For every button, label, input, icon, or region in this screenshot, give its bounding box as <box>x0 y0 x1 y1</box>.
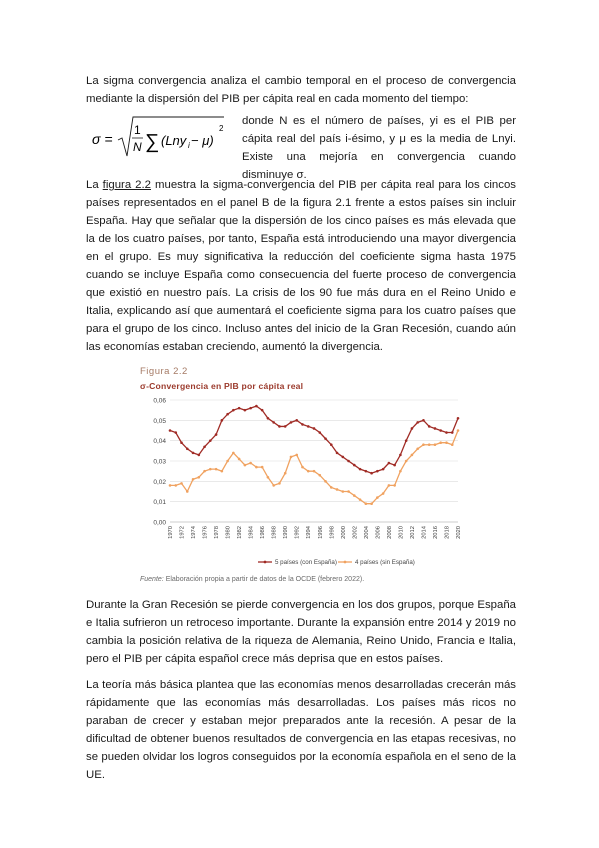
x-tick-label: 1986 <box>260 526 267 539</box>
series-point-1 <box>192 478 195 481</box>
series-point-0 <box>290 421 293 424</box>
x-tick-label: 1980 <box>225 526 232 539</box>
series-point-0 <box>226 413 229 416</box>
series-point-1 <box>451 443 454 446</box>
x-tick-label: 2020 <box>456 526 462 539</box>
series-point-1 <box>365 502 368 505</box>
source-text: Elaboración propia a partir de datos de la OCDE (febrero 2022). <box>163 576 365 583</box>
p2-post: muestra la sigma-convergencia del PIB per cápita real para los cincos países representados en el panel B de la figura 2.1 frente a estos países sin incluir España. Hay que señalar que la dispersión de los cinco países es más elevada que la de los cuatro países, por tanto, España está introduciendo una mayor divergencia en el grupo. Es muy significativa la reducción del coeficiente sigma hasta 1975 cuando se incluye España como consecuencia del fuerte proceso de convergencia que existió en nuestro país. La crisis de los 90 fue más dura en el Reino Unido e Italia, explicando así que aumentará el coeficiente sigma para los cuatro países que para el grupo de los cinco. Incluso antes del inicio de la Gran Recesión, cuando aún las economías estaban creciendo, aumentó la divergencia. <box>86 179 516 353</box>
series-point-1 <box>307 470 310 473</box>
figure-label: Figura 2.2 <box>140 366 188 377</box>
source-prefix: Fuente: <box>140 576 164 583</box>
series-point-0 <box>439 429 442 432</box>
formula-sum: ∑ <box>145 131 160 153</box>
series-point-1 <box>203 470 206 473</box>
series-point-1 <box>295 454 298 457</box>
series-point-1 <box>209 468 212 471</box>
series-point-0 <box>359 468 362 471</box>
y-tick-label: 0,02 <box>153 478 166 486</box>
series-point-0 <box>244 409 247 412</box>
series-point-1 <box>174 484 177 487</box>
series-point-0 <box>411 427 414 430</box>
series-point-0 <box>267 417 270 420</box>
series-point-0 <box>347 460 350 463</box>
series-line-0 <box>170 406 458 473</box>
series-point-1 <box>347 490 350 493</box>
series-point-0 <box>272 421 275 424</box>
x-tick-label: 1996 <box>317 526 324 539</box>
series-point-0 <box>353 464 356 467</box>
x-tick-label: 1982 <box>237 526 244 539</box>
p2-pre: La <box>86 179 103 191</box>
series-point-0 <box>307 425 310 428</box>
series-point-1 <box>215 468 218 471</box>
series-point-1 <box>422 443 425 446</box>
series-point-1 <box>359 498 362 501</box>
series-point-0 <box>180 441 183 444</box>
paragraph-theory: La teoría más básica plantea que las economías menos desarrolladas crecerán más rápidamente que las economías más desarrolladas. Los países más ricos no paraban de crecer y estaban mejor preparados ante la recesión. A pesar de la dificultad de obtener buenos resultados de convergencia en las etapas recesivas, no se pueden olvidar los logros conseguidos por la economía española en el seno de la UE. <box>86 679 516 781</box>
series-point-1 <box>313 470 316 473</box>
series-point-0 <box>209 439 212 442</box>
series-point-0 <box>324 437 327 440</box>
series-point-0 <box>174 431 177 434</box>
formula-tail: − μ) <box>191 133 214 148</box>
series-point-0 <box>318 431 321 434</box>
series-point-1 <box>445 441 448 444</box>
series-point-0 <box>261 409 264 412</box>
series-point-0 <box>388 462 391 465</box>
x-tick-label: 1998 <box>329 526 336 539</box>
paragraph-figure-discussion <box>86 176 516 356</box>
sigma-convergence-chart <box>138 390 468 590</box>
series-point-1 <box>221 470 224 473</box>
y-tick-label: 0,00 <box>153 519 166 527</box>
series-point-0 <box>445 431 448 434</box>
series-point-1 <box>238 458 241 461</box>
series-point-0 <box>313 427 316 430</box>
series-point-1 <box>284 472 287 475</box>
series-point-0 <box>457 417 460 420</box>
x-tick-label: 1970 <box>168 526 174 539</box>
series-point-1 <box>399 470 402 473</box>
x-tick-label: 1978 <box>214 526 221 539</box>
series-point-0 <box>169 429 172 432</box>
series-point-0 <box>422 419 425 422</box>
x-tick-label: 2012 <box>409 526 416 539</box>
formula-block <box>86 112 516 181</box>
paragraph-intro: La sigma convergencia analiza el cambio temporal en el proceso de convergencia mediante la dispersión del PIB per cápita real en cada momento del tiempo: <box>86 75 516 105</box>
series-point-1 <box>330 486 333 489</box>
series-point-1 <box>457 429 460 432</box>
series-point-1 <box>353 494 356 497</box>
series-point-1 <box>232 452 235 455</box>
document-page <box>86 72 516 784</box>
series-point-1 <box>169 484 172 487</box>
y-tick-label: 0,03 <box>153 458 166 466</box>
x-tick-label: 2006 <box>375 526 382 539</box>
series-point-0 <box>434 427 437 430</box>
series-point-1 <box>249 462 252 465</box>
x-tick-label: 2018 <box>444 526 451 539</box>
series-point-1 <box>439 441 442 444</box>
series-point-1 <box>272 484 275 487</box>
x-tick-label: 1976 <box>202 526 209 539</box>
series-point-1 <box>428 443 431 446</box>
series-point-1 <box>342 490 345 493</box>
formula-lhs: σ = <box>92 131 113 147</box>
series-point-1 <box>318 474 321 477</box>
series-point-1 <box>226 460 229 463</box>
y-tick-label: 0,04 <box>153 438 166 446</box>
figure-link[interactable]: figura 2.2 <box>102 179 151 191</box>
series-point-0 <box>284 425 287 428</box>
series-point-1 <box>186 490 189 493</box>
formula-body: (Lny <box>161 133 187 148</box>
formula-exp: 2 <box>219 124 224 133</box>
series-point-1 <box>255 466 258 469</box>
series-point-1 <box>336 488 339 491</box>
series-point-0 <box>399 454 402 457</box>
formula-description: donde N es el número de países, yi es el PIB per cápita real del país i-ésimo, y μ es la media de Lnyi. Existe una mejoría en convergencia cuando disminuye σ. <box>242 115 516 181</box>
series-point-0 <box>365 470 368 473</box>
series-point-1 <box>324 480 327 483</box>
x-tick-label: 1984 <box>248 526 255 539</box>
x-tick-label: 1988 <box>271 526 278 539</box>
series-point-1 <box>370 502 373 505</box>
series-point-0 <box>295 419 298 422</box>
series-point-1 <box>301 466 304 469</box>
x-tick-label: 2010 <box>398 526 405 539</box>
series-point-1 <box>267 476 270 479</box>
series-point-0 <box>428 425 431 428</box>
x-tick-label: 2002 <box>352 526 359 539</box>
series-point-0 <box>186 448 189 451</box>
legend-label: 5 países (con España) <box>275 559 337 567</box>
series-point-0 <box>198 454 201 457</box>
x-tick-label: 2014 <box>421 526 428 539</box>
legend-swatch-marker <box>264 561 267 564</box>
series-point-0 <box>215 433 218 436</box>
legend-swatch-marker <box>344 561 347 564</box>
x-tick-label: 1990 <box>283 526 290 539</box>
x-tick-label: 1994 <box>306 526 313 539</box>
x-tick-label: 2008 <box>386 526 393 539</box>
series-point-1 <box>198 476 201 479</box>
sigma-formula <box>92 112 227 164</box>
figure-2-2 <box>138 366 468 588</box>
series-point-0 <box>393 464 396 467</box>
formula-sub: i <box>188 141 190 150</box>
series-line-1 <box>170 431 458 504</box>
legend-label: 4 países (sin España) <box>355 559 415 567</box>
series-point-0 <box>203 445 206 448</box>
x-tick-label: 1992 <box>294 526 301 539</box>
series-point-0 <box>376 470 379 473</box>
series-point-0 <box>232 409 235 412</box>
figure-title: σ-Convergencia en PIB por cápita real <box>140 381 304 391</box>
x-tick-label: 2004 <box>363 526 370 539</box>
series-point-1 <box>434 443 437 446</box>
series-point-1 <box>180 482 183 485</box>
series-point-0 <box>342 456 345 459</box>
x-tick-label: 1974 <box>191 526 198 539</box>
series-point-0 <box>238 407 241 410</box>
series-point-1 <box>382 492 385 495</box>
series-point-0 <box>336 452 339 455</box>
series-point-1 <box>405 460 408 463</box>
series-point-0 <box>255 405 258 408</box>
series-point-0 <box>370 472 373 475</box>
paragraph-great-recession: Durante la Gran Recesión se pierde convergencia en los dos grupos, porque España e Italia sufrieron un retroceso importante. Durante la expansión entre 2014 y 2019 no cambia la posición relativa de la riqueza de Alemania, Reino Unido, Francia e Italia, pero el PIB per cápita español crece más deprisa que en estos países. <box>86 599 516 665</box>
series-point-1 <box>416 448 419 451</box>
series-point-0 <box>405 439 408 442</box>
series-point-0 <box>416 421 419 424</box>
series-point-0 <box>330 443 333 446</box>
y-tick-label: 0,01 <box>153 499 166 507</box>
x-tick-label: 2016 <box>432 526 439 539</box>
series-point-1 <box>244 464 247 467</box>
series-point-0 <box>382 468 385 471</box>
figure-source <box>140 576 364 583</box>
series-point-0 <box>278 425 281 428</box>
x-tick-label: 1972 <box>179 526 186 539</box>
y-tick-label: 0,05 <box>153 417 166 425</box>
series-point-1 <box>411 454 414 457</box>
series-point-0 <box>301 423 304 426</box>
series-point-1 <box>393 484 396 487</box>
formula-n: N <box>133 140 142 154</box>
series-point-0 <box>221 419 224 422</box>
series-point-0 <box>192 452 195 455</box>
formula-one: 1 <box>134 123 141 137</box>
series-point-0 <box>249 407 252 410</box>
series-point-1 <box>388 484 391 487</box>
y-tick-label: 0,06 <box>153 397 166 405</box>
series-point-0 <box>451 431 454 434</box>
series-point-1 <box>261 466 264 469</box>
series-point-1 <box>278 482 281 485</box>
series-point-1 <box>290 456 293 459</box>
x-tick-label: 2000 <box>340 526 347 539</box>
series-point-1 <box>376 496 379 499</box>
